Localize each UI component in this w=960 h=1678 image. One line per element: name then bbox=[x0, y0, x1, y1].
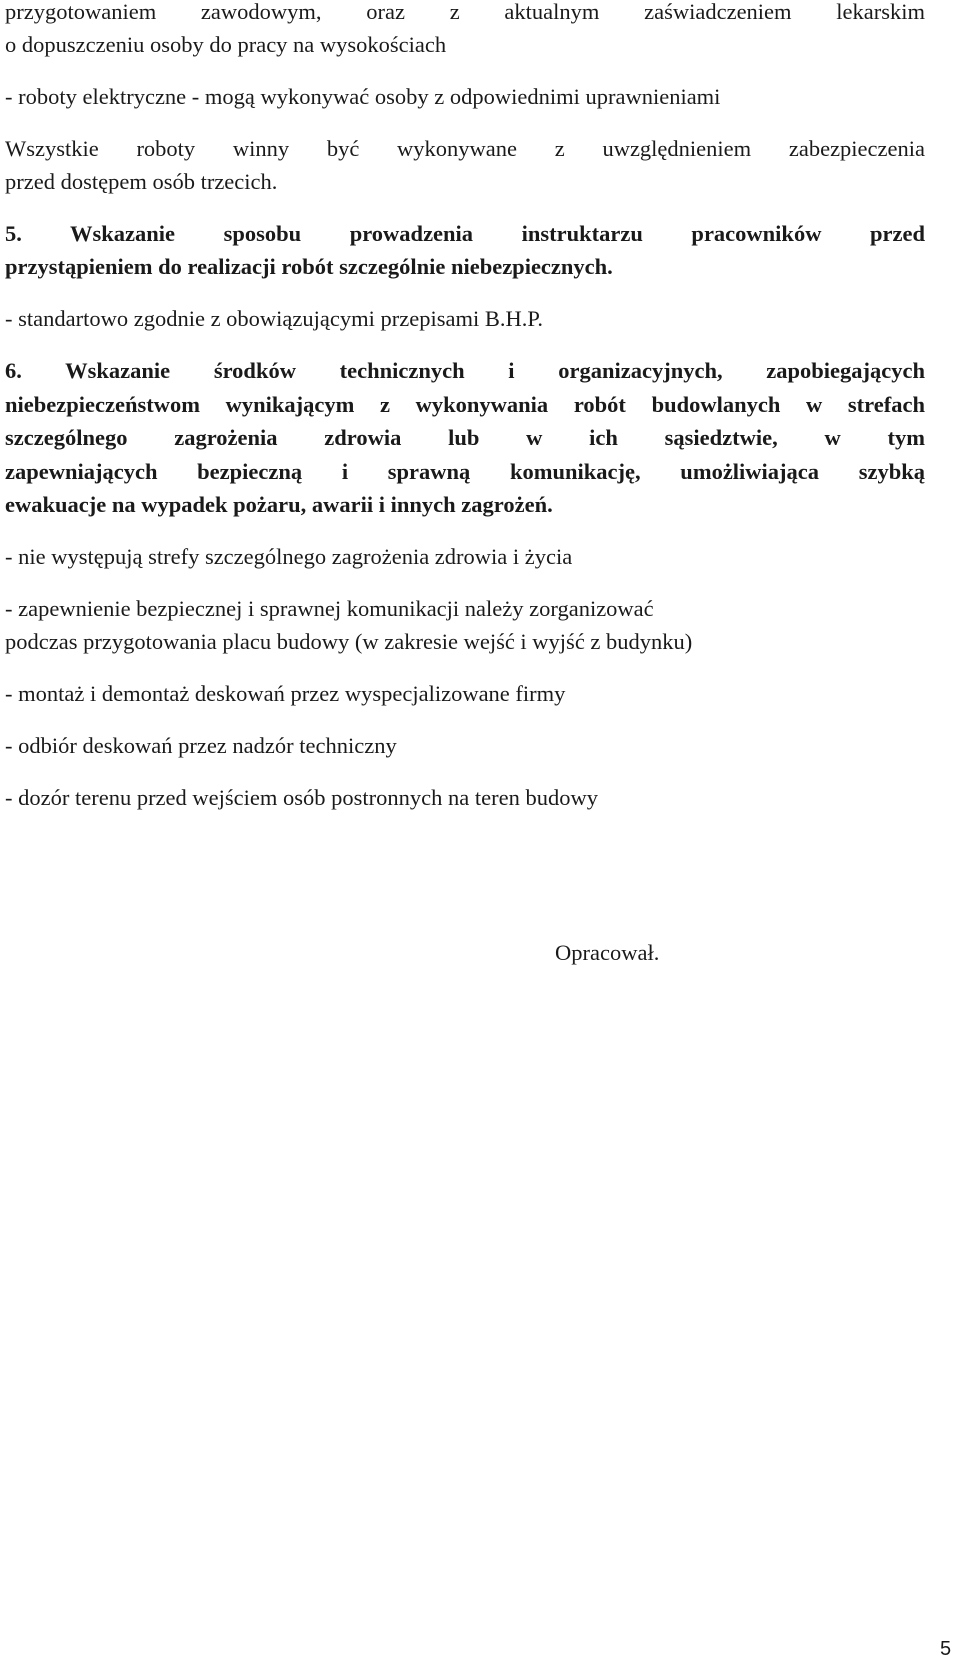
section-heading: szczególnego zagrożenia zdrowia lub w ich sąsiedztwie, w tym bbox=[5, 425, 925, 450]
section-heading: ewakuacje na wypadek pożaru, awarii i innych zagrożeń. bbox=[5, 492, 553, 517]
signature-label: Opracował. bbox=[555, 940, 660, 965]
text-line: przygotowaniem zawodowym, oraz z aktualnym zaświadczeniem lekarskim bbox=[5, 0, 925, 24]
text-line: - odbiór deskowań przez nadzór techniczny bbox=[5, 733, 397, 758]
section-heading: 5. Wskazanie sposobu prowadzenia instruktarzu pracowników przed bbox=[5, 221, 925, 246]
text-line: - standartowo zgodnie z obowiązującymi przepisami B.H.P. bbox=[5, 306, 543, 331]
text-line: podczas przygotowania placu budowy (w zakresie wejść i wyjść z budynku) bbox=[5, 629, 693, 654]
section-heading: przystąpieniem do realizacji robót szczególnie niebezpiecznych. bbox=[5, 254, 613, 279]
section-heading: niebezpieczeństwom wynikającym z wykonywania robót budowlanych w strefach bbox=[5, 392, 925, 417]
text-line: - nie występują strefy szczególnego zagrożenia zdrowia i życia bbox=[5, 544, 573, 569]
section-heading: 6. Wskazanie środków technicznych i organizacyjnych, zapobiegających bbox=[5, 358, 925, 383]
text-line: - roboty elektryczne - mogą wykonywać osoby z odpowiednimi uprawnieniami bbox=[5, 84, 721, 109]
text-line: przed dostępem osób trzecich. bbox=[5, 169, 278, 194]
text-line: - montaż i demontaż deskowań przez wyspecjalizowane firmy bbox=[5, 681, 566, 706]
text-line: Wszystkie roboty winny być wykonywane z uwzględnieniem zabezpieczenia bbox=[5, 136, 925, 161]
section-heading: zapewniających bezpieczną i sprawną komunikację, umożliwiająca szybką bbox=[5, 459, 925, 484]
page-number: 5 bbox=[940, 1638, 952, 1660]
text-line: - dozór terenu przed wejściem osób postronnych na teren budowy bbox=[5, 785, 598, 810]
text-line: o dopuszczeniu osoby do pracy na wysokościach bbox=[5, 32, 447, 57]
text-line: - zapewnienie bezpiecznej i sprawnej komunikacji należy zorganizować bbox=[5, 596, 654, 621]
